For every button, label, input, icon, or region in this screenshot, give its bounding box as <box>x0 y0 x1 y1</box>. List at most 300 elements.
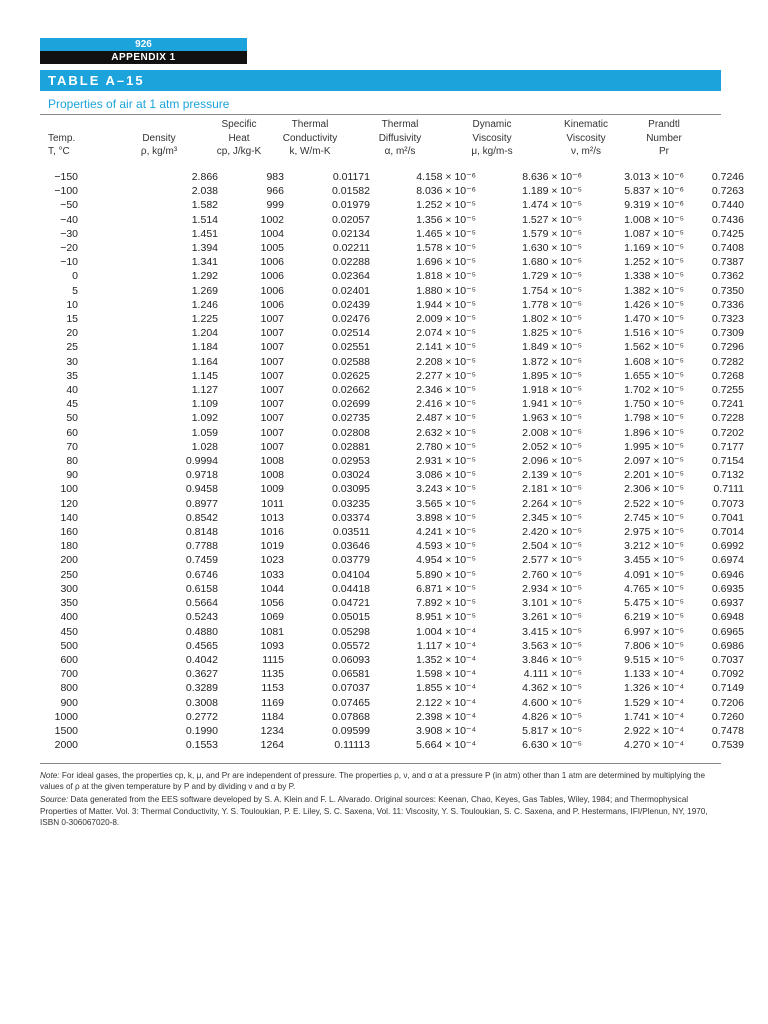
table-cell: 0.7350 <box>711 284 744 297</box>
source-text: Data generated from the EES software developed by S. A. Klein and F. L. Alvarado. Original sources: Keenan, Chao, Keyes, Gas Tables, Wiley, 1984; and Thermophysical Properties of Matter. Vol. 3: Thermal Conductivity, Y. S. Touloukian, P. E. Liley, S. C. Saxena, Vol. 11: Viscosity, Y. S. Touloukian, S. C. Saxena, and P. Hestermans, IFI/Plenun, NY, 1970, ISBN 0-306067020-8. <box>40 795 708 827</box>
table-cell: 0.7309 <box>711 327 744 340</box>
table-cell: 2.208 × 10⁻⁵ <box>416 355 476 368</box>
table-cell: 1.145 <box>191 369 218 382</box>
table-cell: 1.598 × 10⁻⁴ <box>416 668 476 681</box>
table-cell: 2.008 × 10⁻⁵ <box>522 426 582 439</box>
table-cell: 0.02808 <box>332 426 370 439</box>
table-cell: 1.849 × 10⁻⁵ <box>522 341 582 354</box>
column-header-line: Thermal <box>291 119 329 130</box>
table-cell: 2.420 × 10⁻⁵ <box>522 526 582 539</box>
table-cell: 0.8148 <box>185 526 218 539</box>
column-header-line: Viscosity <box>566 132 606 144</box>
table-cell: 1.529 × 10⁻⁴ <box>624 696 684 709</box>
table-cell: 1.117 × 10⁻⁴ <box>416 639 476 652</box>
table-cell: 0.6935 <box>711 582 744 595</box>
table-cell: 4.765 × 10⁻⁵ <box>624 582 684 595</box>
note-text: For ideal gases, the properties cp, k, μ, and Pr are independent of pressure. The properties ρ, ν, and α at a pressure P (in atm) other than 1 atm are determined by multiplying the values of ρ at the given temperature by P and by dividing ν and α by P. <box>40 771 706 792</box>
table-cell: 0.7539 <box>711 739 744 752</box>
table-cell: 966 <box>266 185 284 198</box>
column-header-line: cp, J/kg-K <box>216 146 262 158</box>
table-cell: 30 <box>66 355 78 368</box>
table-cell: 2.264 × 10⁻⁵ <box>522 497 582 510</box>
table-cell: 3.261 × 10⁻⁵ <box>522 611 582 624</box>
column-header-line: Kinematic <box>564 119 608 130</box>
table-row <box>40 738 744 752</box>
table-cell: 0.7362 <box>711 270 744 283</box>
table-cell: 1153 <box>261 682 284 695</box>
table-cell: 1.655 × 10⁻⁵ <box>624 369 684 382</box>
table-cell: 2.038 <box>191 185 218 198</box>
table-cell: 0.7459 <box>185 554 218 567</box>
table-cell: 0.6158 <box>185 582 218 595</box>
table-cell: 1009 <box>260 483 284 496</box>
table-cell: 2.346 × 10⁻⁵ <box>416 384 476 397</box>
table-cell: 1.880 × 10⁻⁵ <box>416 284 476 297</box>
table-cell: 1.004 × 10⁻⁴ <box>416 625 476 638</box>
table-cell: 4.593 × 10⁻⁵ <box>416 540 476 553</box>
table-cell: 2.052 × 10⁻⁵ <box>522 440 582 453</box>
table-cell: 1.356 × 10⁻⁵ <box>416 213 476 226</box>
table-cell: 0.7478 <box>711 724 744 737</box>
table-cell: 0.02953 <box>332 455 370 468</box>
table-cell: 1023 <box>260 554 284 567</box>
table-cell: 0.07037 <box>332 682 370 695</box>
table-cell: 5.664 × 10⁻⁴ <box>416 739 476 752</box>
appendix-label: APPENDIX 1 <box>40 51 247 64</box>
table-row <box>40 511 744 525</box>
table-cell: 60 <box>66 426 78 439</box>
data-table <box>40 170 744 752</box>
table-cell: 1011 <box>261 497 284 510</box>
table-cell: 0.5243 <box>185 611 218 624</box>
table-cell: 0.02735 <box>332 412 370 425</box>
table-row <box>40 582 744 596</box>
table-cell: 0.03779 <box>332 554 370 567</box>
table-cell: 3.243 × 10⁻⁵ <box>416 483 476 496</box>
footnotes <box>40 770 724 830</box>
table-cell: 0.03374 <box>332 511 370 524</box>
column-header-line: Number <box>646 132 682 144</box>
table-cell: 6.630 × 10⁻⁵ <box>522 739 582 752</box>
table-cell: 1006 <box>260 256 284 269</box>
table-cell: 0.07868 <box>332 710 370 723</box>
column-header-line: Thermal <box>381 119 419 130</box>
table-cell: 1500 <box>54 724 78 737</box>
table-cell: 0.7228 <box>711 412 744 425</box>
table-cell: 2.181 × 10⁻⁵ <box>522 483 582 496</box>
table-cell: 1.338 × 10⁻⁵ <box>624 270 684 283</box>
column-header-line: α, m²/s <box>384 146 416 158</box>
table-cell: 1.092 <box>191 412 218 425</box>
table-cell: 1.189 × 10⁻⁵ <box>522 185 582 198</box>
table-cell: 1.963 × 10⁻⁵ <box>522 412 582 425</box>
table-cell: 1.292 <box>191 270 218 283</box>
table-cell: 1234 <box>260 724 284 737</box>
table-cell: 1.896 × 10⁻⁵ <box>624 426 684 439</box>
table-cell: 1.008 × 10⁻⁵ <box>624 213 684 226</box>
column-header <box>609 118 719 159</box>
table-cell: 0.03646 <box>332 540 370 553</box>
table-row <box>40 369 744 383</box>
table-cell: 0.6946 <box>711 568 744 581</box>
table-cell: 3.898 × 10⁻⁵ <box>416 511 476 524</box>
table-cell: 1.527 × 10⁻⁵ <box>522 213 582 226</box>
table-cell: 0.7111 <box>713 483 744 496</box>
table-cell: 1.394 <box>191 242 218 255</box>
table-cell: 2.306 × 10⁻⁵ <box>624 483 684 496</box>
table-cell: 1007 <box>260 341 284 354</box>
table-cell: 2.745 × 10⁻⁵ <box>624 511 684 524</box>
table-cell: 1007 <box>260 426 284 439</box>
table-cell: 15 <box>66 313 78 326</box>
table-cell: 0.03095 <box>332 483 370 496</box>
column-header-line: Specific <box>221 119 257 130</box>
table-cell: 1.028 <box>191 440 218 453</box>
table-cell: 0.11113 <box>334 739 370 752</box>
table-cell: 1005 <box>260 242 284 255</box>
table-cell: 1004 <box>260 227 284 240</box>
table-cell: 4.954 × 10⁻⁵ <box>416 554 476 567</box>
table-cell: 5.475 × 10⁻⁵ <box>624 597 684 610</box>
table-cell: −10 <box>60 256 78 269</box>
table-cell: 2.780 × 10⁻⁵ <box>416 440 476 453</box>
table-cell: 1007 <box>260 369 284 382</box>
column-header-line: Dynamic <box>472 119 512 130</box>
table-cell: 1.608 × 10⁻⁵ <box>624 355 684 368</box>
table-cell: 0.04721 <box>332 597 370 610</box>
table-cell: 9.515 × 10⁻⁵ <box>624 653 684 666</box>
table-cell: 1013 <box>260 511 284 524</box>
table-row <box>40 710 744 724</box>
table-cell: 1007 <box>260 355 284 368</box>
table-row <box>40 184 744 198</box>
table-row <box>40 696 744 710</box>
table-cell: 1.352 × 10⁻⁴ <box>416 653 476 666</box>
table-cell: 0.7202 <box>711 426 744 439</box>
column-header-line: Viscosity <box>472 132 512 144</box>
table-cell: 0.02134 <box>332 227 370 240</box>
table-row <box>40 681 744 695</box>
table-cell: 1006 <box>260 270 284 283</box>
table-cell: 4.241 × 10⁻⁵ <box>416 526 476 539</box>
table-cell: 1007 <box>260 440 284 453</box>
table-cell: 1019 <box>260 540 284 553</box>
table-cell: 1.702 × 10⁻⁵ <box>624 384 684 397</box>
table-cell: 8.036 × 10⁻⁶ <box>416 185 476 198</box>
table-cell: 350 <box>60 597 78 610</box>
table-cell: 1081 <box>260 625 284 638</box>
table-cell: 1.326 × 10⁻⁴ <box>624 682 684 695</box>
table-cell: 0.02288 <box>332 256 370 269</box>
column-header-line: ν, m²/s <box>571 146 601 158</box>
table-title: Properties of air at 1 atm pressure <box>48 97 230 111</box>
table-cell: 4.270 × 10⁻⁴ <box>624 739 684 752</box>
table-cell: 2.398 × 10⁻⁴ <box>416 710 476 723</box>
table-cell: 8.951 × 10⁻⁵ <box>416 611 476 624</box>
table-cell: −30 <box>60 227 78 240</box>
table-cell: 1.516 × 10⁻⁵ <box>624 327 684 340</box>
table-cell: 9.319 × 10⁻⁶ <box>624 199 684 212</box>
table-cell: 100 <box>60 483 78 496</box>
table-cell: 450 <box>60 625 78 638</box>
table-cell: 2.345 × 10⁻⁵ <box>522 511 582 524</box>
table-cell: 0.03511 <box>332 526 370 539</box>
table-cell: 1007 <box>260 327 284 340</box>
table-cell: 0.02401 <box>332 284 370 297</box>
table-cell: 1.252 × 10⁻⁵ <box>624 256 684 269</box>
table-cell: 1.184 <box>191 341 218 354</box>
table-cell: 1.895 × 10⁻⁵ <box>522 369 582 382</box>
column-header-line: Conductivity <box>282 132 338 144</box>
table-cell: 0.5664 <box>185 597 218 610</box>
table-cell: 0.7041 <box>711 511 744 524</box>
table-cell: 0.6746 <box>185 568 218 581</box>
table-cell: 0.6974 <box>711 554 744 567</box>
table-cell: 0.8977 <box>185 497 218 510</box>
table-row <box>40 298 744 312</box>
table-cell: 4.158 × 10⁻⁶ <box>416 171 476 183</box>
table-cell: 0.02364 <box>332 270 370 283</box>
table-cell: 4.826 × 10⁻⁵ <box>522 710 582 723</box>
table-cell: 1135 <box>261 668 284 681</box>
table-cell: 0.7336 <box>711 298 744 311</box>
column-header-line: Pr <box>659 146 669 158</box>
table-row <box>40 312 744 326</box>
table-cell: 2.139 × 10⁻⁵ <box>522 469 582 482</box>
table-cell: 0.9458 <box>185 483 218 496</box>
table-row <box>40 568 744 582</box>
table-row <box>40 596 744 610</box>
table-cell: 0.01171 <box>332 171 370 183</box>
table-cell: 0.05572 <box>332 639 370 652</box>
table-cell: 3.086 × 10⁻⁵ <box>416 469 476 482</box>
table-cell: 0.7440 <box>711 199 744 212</box>
column-header-line: Heat <box>228 132 250 144</box>
note-paragraph <box>40 770 724 792</box>
table-cell: 1264 <box>260 739 284 752</box>
table-cell: 7.806 × 10⁻⁵ <box>624 639 684 652</box>
table-row <box>40 639 744 653</box>
table-cell: 0.7073 <box>711 497 744 510</box>
table-cell: 900 <box>60 696 78 709</box>
table-cell: 0.6986 <box>711 639 744 652</box>
table-cell: 35 <box>66 369 78 382</box>
table-row <box>40 553 744 567</box>
table-row <box>40 411 744 425</box>
table-cell: 0.02057 <box>332 213 370 226</box>
table-row <box>40 724 744 738</box>
table-cell: −20 <box>60 242 78 255</box>
table-cell: 0.7037 <box>711 653 744 666</box>
table-cell: 0.7260 <box>711 710 744 723</box>
table-cell: 160 <box>60 526 78 539</box>
table-cell: 0.7282 <box>711 355 744 368</box>
column-header-line: k, W/m-K <box>289 146 331 158</box>
table-cell: 0.7154 <box>711 455 744 468</box>
table-cell: 0.7408 <box>711 242 744 255</box>
table-cell: 1.169 × 10⁻⁵ <box>624 242 684 255</box>
table-cell: 2.487 × 10⁻⁵ <box>416 412 476 425</box>
table-cell: 0.01582 <box>332 185 370 198</box>
table-cell: 2.416 × 10⁻⁵ <box>416 398 476 411</box>
table-cell: 1007 <box>260 398 284 411</box>
table-row <box>40 241 744 255</box>
table-cell: 6.997 × 10⁻⁵ <box>624 625 684 638</box>
table-cell: 2.122 × 10⁻⁴ <box>416 696 476 709</box>
table-cell: 2.504 × 10⁻⁵ <box>522 540 582 553</box>
table-cell: 2.922 × 10⁻⁴ <box>624 724 684 737</box>
table-cell: −50 <box>60 199 78 212</box>
table-cell: 1.941 × 10⁻⁵ <box>522 398 582 411</box>
table-row <box>40 539 744 553</box>
table-cell: 1056 <box>260 597 284 610</box>
table-cell: 2.866 <box>191 171 218 183</box>
page-number: 926 <box>40 38 247 51</box>
table-cell: 0.02662 <box>332 384 370 397</box>
table-cell: 1.562 × 10⁻⁵ <box>624 341 684 354</box>
table-cell: 0.04104 <box>332 568 370 581</box>
table-row <box>40 340 744 354</box>
table-cell: 0.4565 <box>185 639 218 652</box>
table-cell: 0.3008 <box>185 696 218 709</box>
table-cell: 2.097 × 10⁻⁵ <box>624 455 684 468</box>
table-cell: 0.9718 <box>185 469 218 482</box>
table-cell: 0.02699 <box>332 398 370 411</box>
table-cell: 0.6948 <box>711 611 744 624</box>
table-cell: 2.277 × 10⁻⁵ <box>416 369 476 382</box>
table-cell: 0.7263 <box>711 185 744 198</box>
table-cell: 10 <box>66 298 78 311</box>
table-row <box>40 497 744 511</box>
table-row <box>40 525 744 539</box>
table-row <box>40 482 744 496</box>
column-header-line: Diffusivity <box>378 132 422 144</box>
table-cell: 1.918 × 10⁻⁵ <box>522 384 582 397</box>
table-cell: 3.908 × 10⁻⁴ <box>416 724 476 737</box>
table-cell: 1000 <box>54 710 78 723</box>
note-label: Note: <box>40 771 60 780</box>
table-cell: 0.02588 <box>332 355 370 368</box>
table-cell: 2.141 × 10⁻⁵ <box>416 341 476 354</box>
table-cell: 1115 <box>262 653 284 666</box>
table-cell: 20 <box>66 327 78 340</box>
table-cell: 5.890 × 10⁻⁵ <box>416 568 476 581</box>
table-cell: 2.632 × 10⁻⁵ <box>416 426 476 439</box>
table-cell: 4.111 × 10⁻⁵ <box>523 668 582 681</box>
table-cell: 1.225 <box>191 313 218 326</box>
table-cell: 2.522 × 10⁻⁵ <box>624 497 684 510</box>
table-cell: 1007 <box>260 412 284 425</box>
table-row <box>40 426 744 440</box>
column-header-line <box>48 118 75 132</box>
table-cell: 1.630 × 10⁻⁵ <box>522 242 582 255</box>
table-row <box>40 397 744 411</box>
table-cell: 90 <box>66 469 78 482</box>
top-rule <box>40 114 721 115</box>
table-cell: 0.02211 <box>332 242 370 255</box>
table-cell: 1.059 <box>191 426 218 439</box>
table-row <box>40 468 744 482</box>
column-header-line: Temp. <box>48 132 76 144</box>
table-cell: 0.6992 <box>711 540 744 553</box>
table-cell: 2.009 × 10⁻⁵ <box>416 313 476 326</box>
table-cell: 1.470 × 10⁻⁵ <box>624 313 684 326</box>
table-cell: 700 <box>60 668 78 681</box>
table-cell: 2.760 × 10⁻⁵ <box>522 568 582 581</box>
table-cell: 180 <box>60 540 78 553</box>
table-cell: 0.1553 <box>185 739 218 752</box>
table-cell: 1002 <box>260 213 284 226</box>
table-cell: 1.426 × 10⁻⁵ <box>624 298 684 311</box>
column-header-line: Density <box>142 132 176 144</box>
column-header-line: ρ, kg/m³ <box>140 146 178 158</box>
table-cell: −100 <box>54 185 78 198</box>
table-cell: 1.109 <box>191 398 218 411</box>
table-cell: 3.101 × 10⁻⁵ <box>522 597 582 610</box>
table-cell: 0.7255 <box>711 384 744 397</box>
table-cell: 50 <box>66 412 78 425</box>
table-cell: 0.02514 <box>332 327 370 340</box>
table-cell: 1.087 × 10⁻⁵ <box>624 227 684 240</box>
table-cell: 7.892 × 10⁻⁵ <box>416 597 476 610</box>
table-row <box>40 610 744 624</box>
table-cell: 1.750 × 10⁻⁵ <box>624 398 684 411</box>
table-cell: 40 <box>66 384 78 397</box>
table-cell: 0.1990 <box>185 724 218 737</box>
table-cell: 1.818 × 10⁻⁵ <box>416 270 476 283</box>
table-cell: 1.382 × 10⁻⁵ <box>624 284 684 297</box>
table-cell: 2.931 × 10⁻⁵ <box>416 455 476 468</box>
table-cell: 0.02625 <box>332 369 370 382</box>
table-cell: 8.636 × 10⁻⁶ <box>522 171 582 183</box>
table-cell: 1.341 <box>191 256 218 269</box>
table-cell: 0.7296 <box>711 341 744 354</box>
table-cell: 1008 <box>260 455 284 468</box>
table-cell: 0.2772 <box>185 710 218 723</box>
table-cell: 0.02551 <box>332 341 370 354</box>
table-cell: 0.7241 <box>711 398 744 411</box>
table-cell: 1007 <box>260 384 284 397</box>
table-row <box>40 440 744 454</box>
table-cell: 0.4042 <box>185 653 218 666</box>
table-cell: 0.3627 <box>185 668 218 681</box>
table-cell: 0.7092 <box>711 668 744 681</box>
table-cell: 0.7425 <box>711 227 744 240</box>
table-cell: 0.04418 <box>332 582 370 595</box>
table-cell: 500 <box>60 639 78 652</box>
table-cell: 1184 <box>261 710 284 723</box>
table-cell: 1169 <box>261 696 284 709</box>
table-cell: 1.127 <box>191 384 218 397</box>
table-cell: 0.02476 <box>332 313 370 326</box>
table-cell: 1008 <box>260 469 284 482</box>
table-cell: 0.3289 <box>185 682 218 695</box>
table-cell: 2000 <box>54 739 78 752</box>
table-cell: 2.074 × 10⁻⁵ <box>416 327 476 340</box>
table-cell: 0.7149 <box>711 682 744 695</box>
table-cell: 983 <box>266 171 284 183</box>
table-cell: 0.7436 <box>711 213 744 226</box>
table-row <box>40 653 744 667</box>
table-cell: 300 <box>60 582 78 595</box>
table-cell: 1.754 × 10⁻⁵ <box>522 284 582 297</box>
table-cell: 0.03024 <box>332 469 370 482</box>
table-cell: 1.204 <box>191 327 218 340</box>
table-cell: 400 <box>60 611 78 624</box>
table-cell: 0.09599 <box>332 724 370 737</box>
table-cell: 1033 <box>260 568 284 581</box>
table-cell: 1.465 × 10⁻⁵ <box>416 227 476 240</box>
